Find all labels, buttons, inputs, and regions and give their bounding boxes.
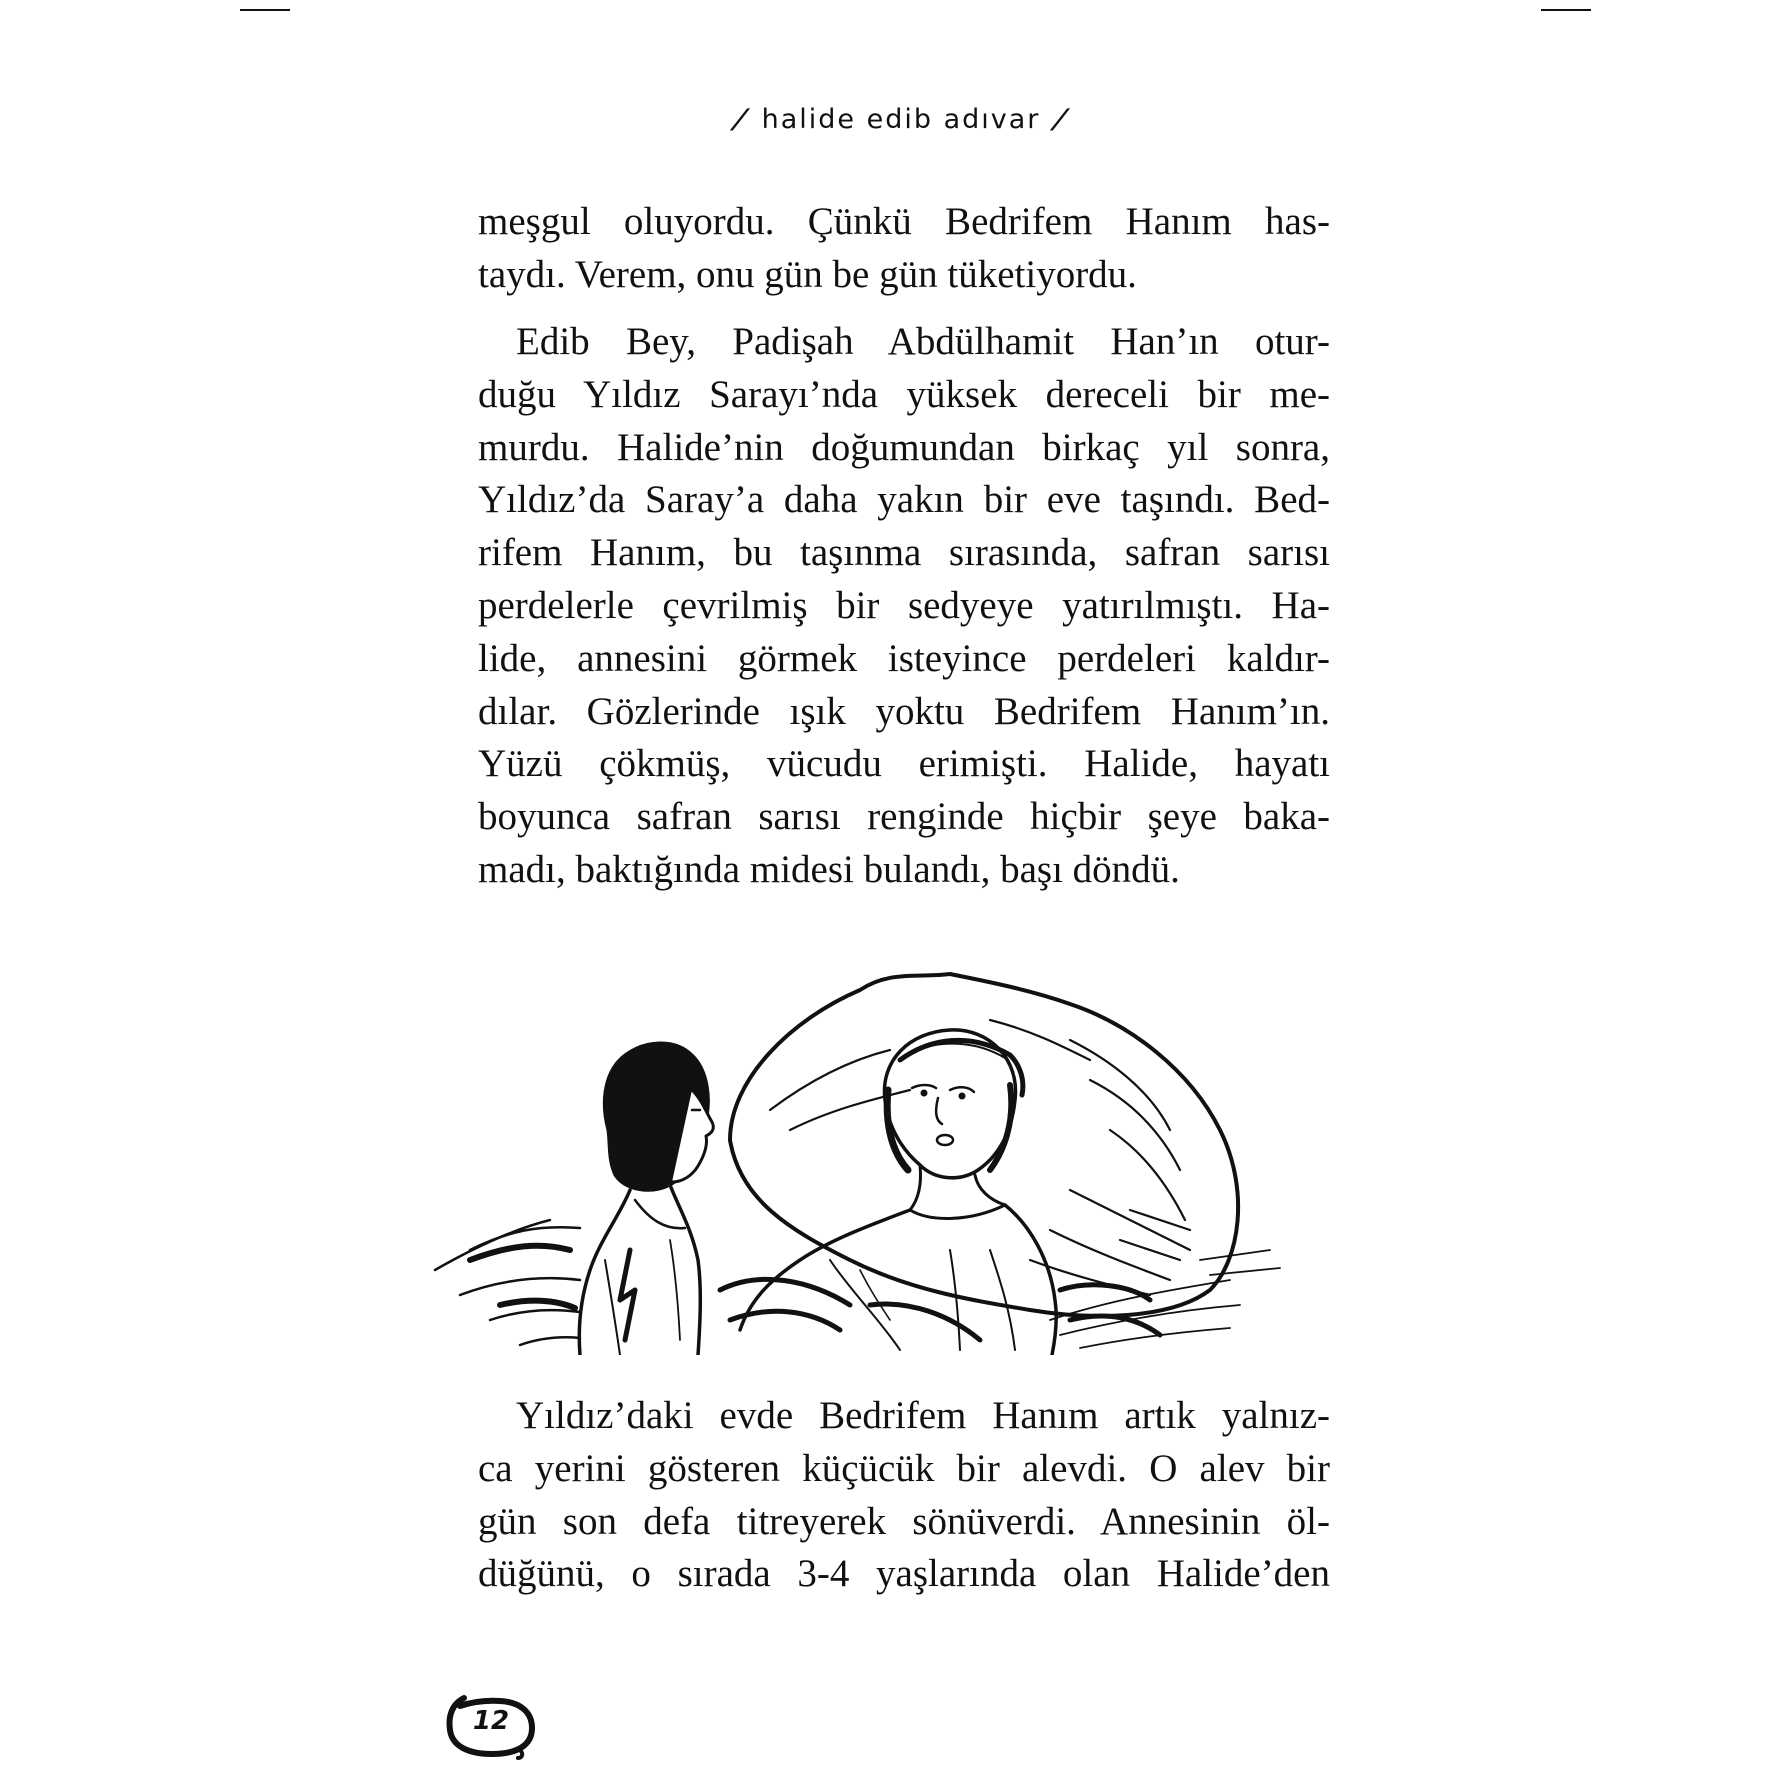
- blanket-folds: [720, 1279, 1160, 1340]
- pillow-outline: [730, 974, 1238, 1316]
- text-line: düğünü, o sırada 3-4 yaşlarında olan Halide’den: [478, 1552, 1330, 1596]
- illustration-mother-and-child: [430, 960, 1360, 1355]
- text-line: murdu. Halide’nin doğumundan birkaç yıl sonra,: [478, 425, 1330, 469]
- text-line: gün son defa titreyerek sönüverdi. Annesinin öl-: [478, 1499, 1330, 1543]
- paragraph-3: [478, 1390, 1330, 1601]
- text-line: madı, baktığında midesi bulandı, başı döndü.: [478, 847, 1180, 891]
- text-line: duğu Yıldız Sarayı’nda yüksek dereceli bir me-: [478, 372, 1330, 416]
- paragraph-2: [478, 316, 1330, 897]
- text-line: ca yerini gösteren küçücük bir alevdi. O alev bir: [478, 1446, 1330, 1490]
- child-body: [579, 1190, 630, 1355]
- text-line: boyunca safran sarısı renginde hiçbir şeye baka-: [478, 795, 1330, 839]
- text-line: taydı. Verem, onu gün be gün tüketiyordu.: [478, 252, 1137, 296]
- crop-mark-top-left: [240, 9, 290, 11]
- text-line: rifem Hanım, bu taşınma sırasında, safran sarısı: [478, 531, 1330, 575]
- text-line: lide, annesini görmek isteyince perdeleri kaldır-: [478, 636, 1330, 680]
- text-line: Edib Bey, Padişah Abdülhamit Han’ın otur-: [516, 320, 1330, 363]
- page-number-value: 12: [472, 1706, 510, 1736]
- text-line: Yüzü çökmüş, vücudu erimişti. Halide, hayatı: [478, 742, 1330, 786]
- running-head: [7, 104, 1788, 135]
- crop-mark-top-right: [1541, 9, 1591, 11]
- running-head-right-ornament: /: [1047, 104, 1075, 135]
- text-line: perdelerle çevrilmiş bir sedyeye yatırılmıştı. Ha-: [478, 583, 1330, 627]
- pillow-hatching: [770, 1020, 1190, 1295]
- page-number: [444, 1694, 538, 1760]
- paragraph-1: [478, 196, 1330, 302]
- bed-folds-left: [435, 1220, 580, 1345]
- text-line: dılar. Gözlerinde ışık yoktu Bedrifem Hanım’ın.: [478, 689, 1330, 733]
- running-head-left-ornament: /: [727, 104, 755, 135]
- bed-hatching-right: [1050, 1250, 1280, 1348]
- running-head-author: halide edib adıvar: [761, 104, 1041, 135]
- mother-neck: [910, 1165, 921, 1210]
- text-line: meşgul oluyordu. Çünkü Bedrifem Hanım has-: [478, 200, 1330, 243]
- text-line: Yıldız’da Saray’a daha yakın bir eve taşındı. Bed-: [478, 478, 1330, 522]
- text-line: Yıldız’daki evde Bedrifem Hanım artık yalnız-: [516, 1394, 1330, 1437]
